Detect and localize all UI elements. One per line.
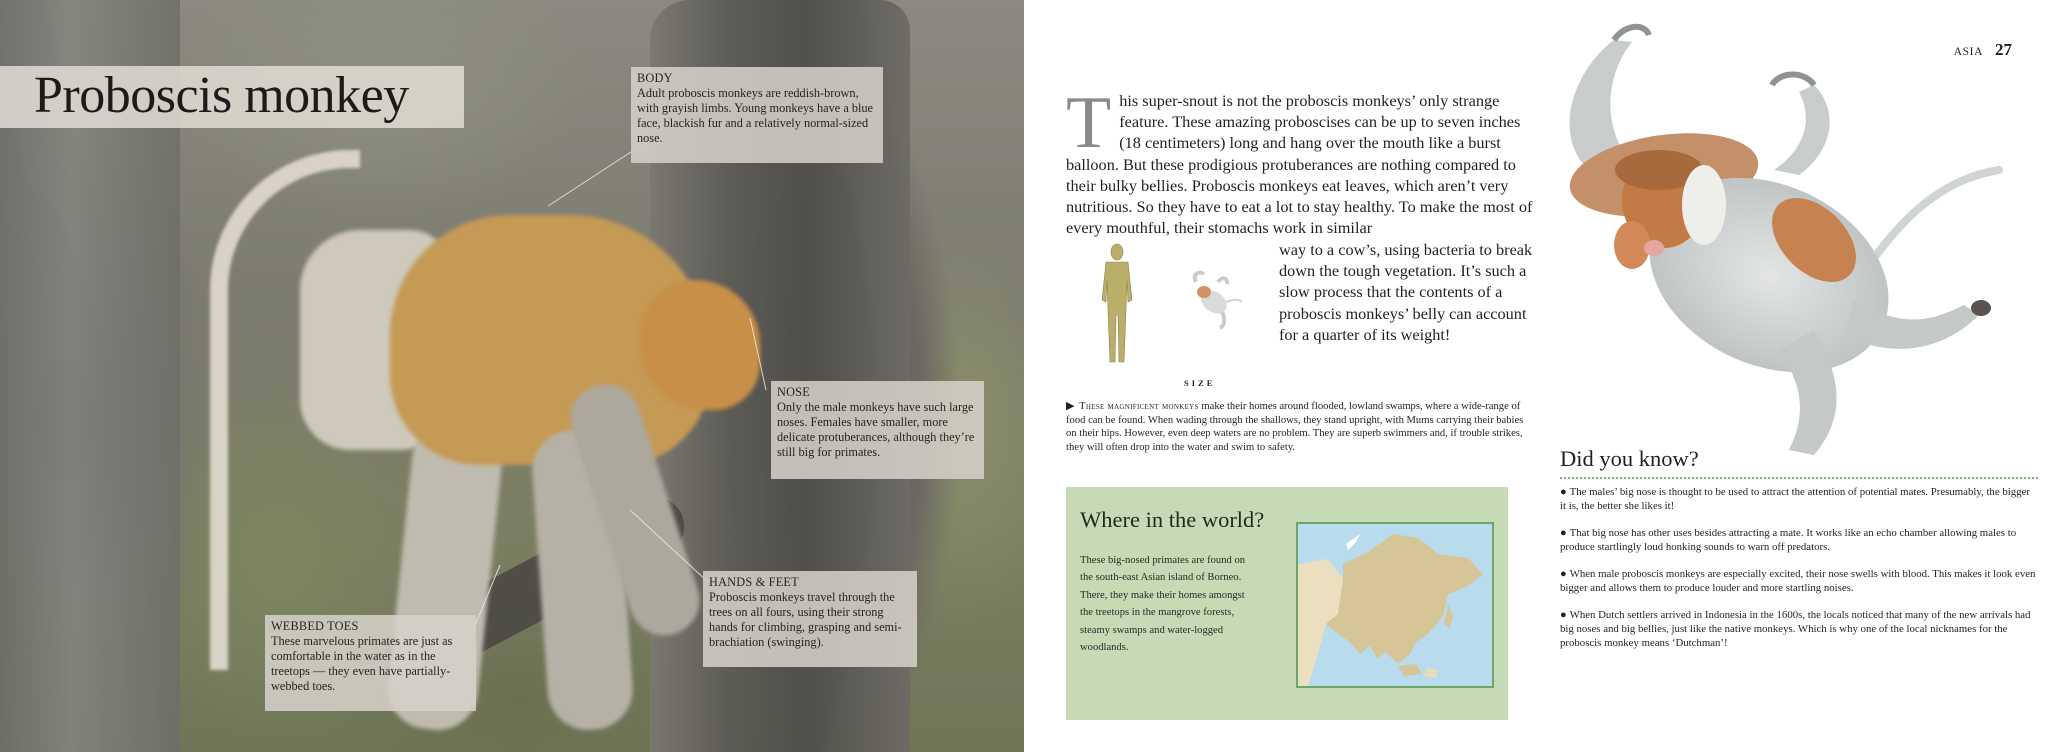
facts-list xyxy=(1560,486,2038,651)
asia-map xyxy=(1296,522,1494,688)
right-page xyxy=(1024,0,2048,752)
callout-hands-feet xyxy=(703,571,917,667)
bullet-icon: ● xyxy=(1560,609,1567,622)
callout-heading: BODY xyxy=(637,71,673,85)
monkey-illustration xyxy=(1514,0,2034,470)
callout-webbed-toes xyxy=(265,615,476,711)
fact-item xyxy=(1560,568,2038,596)
callout-text: Proboscis monkeys travel through the trees on all fours, using their strong hands for climbing, grasping and semi-brachiation (swinging). xyxy=(709,590,902,649)
fact-item xyxy=(1560,527,2038,555)
bullet-icon: ● xyxy=(1560,568,1567,581)
dotted-divider xyxy=(1560,477,2038,479)
human-silhouette-icon xyxy=(1084,240,1294,375)
page-title: Proboscis monkey xyxy=(34,67,409,124)
section-label: ASIA xyxy=(1953,46,1983,58)
callout-text: These marvelous primates are just as comfortable in the water as in the treetops — they even have partially-webbed toes. xyxy=(271,634,453,693)
fact-text: When male proboscis monkeys are especially excited, their nose swells with blood. This makes it look even bigger and allows them to produce louder and more startling noises. xyxy=(1560,568,2036,594)
photo-caption xyxy=(1066,400,1536,454)
fact-item xyxy=(1560,609,2038,650)
fact-text: That big nose has other uses besides attracting a mate. It works like an echo chamber allowing males to produce startlingly loud honking sounds to warn off predators. xyxy=(1560,527,2017,553)
monkey-size-icon xyxy=(1195,273,1242,328)
caption-text: make their homes around flooded, lowland swamps, where a wide-range of food can be found. When wading through the shallows, they stand upright, with Mums carrying their babies on their hips. However, even deep waters are no problem. They are superb swimmers and, if trouble strikes, they will often drop into the water and swim to safety. xyxy=(1066,401,1524,453)
fact-item xyxy=(1560,486,2038,514)
did-you-know-heading: Did you know? xyxy=(1560,446,1699,471)
intro-paragraph xyxy=(1066,82,1541,238)
bullet-icon: ● xyxy=(1560,486,1567,498)
size-label: SIZE xyxy=(1184,378,1216,388)
drop-cap: T xyxy=(1066,82,1112,164)
page-folio xyxy=(1954,40,2012,60)
asia-map-icon xyxy=(1298,524,1492,686)
callout-heading: HANDS & FEET xyxy=(709,575,799,589)
fact-text: The males’ big nose is thought to be used to attract the attention of potential mates. Presumably, the bigger it is, the better she likes it! xyxy=(1560,486,2030,512)
callout-body xyxy=(631,67,883,163)
fact-text: When Dutch settlers arrived in Indonesia in the 1600s, the locals noticed that many of the new arrivals had big noses and big bellies, just like the native monkeys. Which is why one of the local nicknames for the proboscis monkey means ‘Dutchman’! xyxy=(1560,609,2031,649)
bullet-icon: ● xyxy=(1560,527,1567,540)
caption-arrow-icon: ▶ xyxy=(1066,400,1075,412)
where-heading: Where in the world? xyxy=(1080,507,1265,532)
size-comparison-figure xyxy=(1084,240,1294,390)
where-text: These big-nosed primates are found on the south-east Asian island of Borneo. There, they make their homes amongst the treetops in the mangrove forests, steamy swamps and water-logged woodlands. xyxy=(1080,555,1246,654)
caption-lead: These magnificent monkeys xyxy=(1079,401,1199,412)
intro-paragraph-continued: way to a cow’s, using bacteria to break down the tough vegetation. It’s such a slow process that the contents of a proboscis monkeys’ belly can account for a quarter of its weight! xyxy=(1279,240,1533,344)
callout-nose xyxy=(771,381,984,479)
callout-text: Adult proboscis monkeys are reddish-brown, with grayish limbs. Young monkeys have a blue face, blackish fur and a relatively normal-sized nose. xyxy=(637,86,874,145)
callout-heading: NOSE xyxy=(777,385,810,399)
callout-text: Only the male monkeys have such large noses. Females have smaller, more delicate protuberances, although they’re still big for primates. xyxy=(777,400,975,459)
page-number: 27 xyxy=(1995,40,2012,59)
callout-heading: WEBBED TOES xyxy=(271,619,359,633)
did-you-know-section xyxy=(1560,445,2038,664)
where-in-the-world-box xyxy=(1066,487,1508,720)
intro-text: his super-snout is not the proboscis monkeys’ only strange feature. These amazing proboscises can be up to seven inches (18 centimeters) long and hang over the mouth like a burst balloon. But these prodigious protuberances are nothing compared to their bulky bellies. Proboscis monkeys eat leaves, which aren’t very nutritious. So they have to eat a lot to stay healthy. To make the most of every mouthful, their stomachs work in similar xyxy=(1066,91,1533,238)
